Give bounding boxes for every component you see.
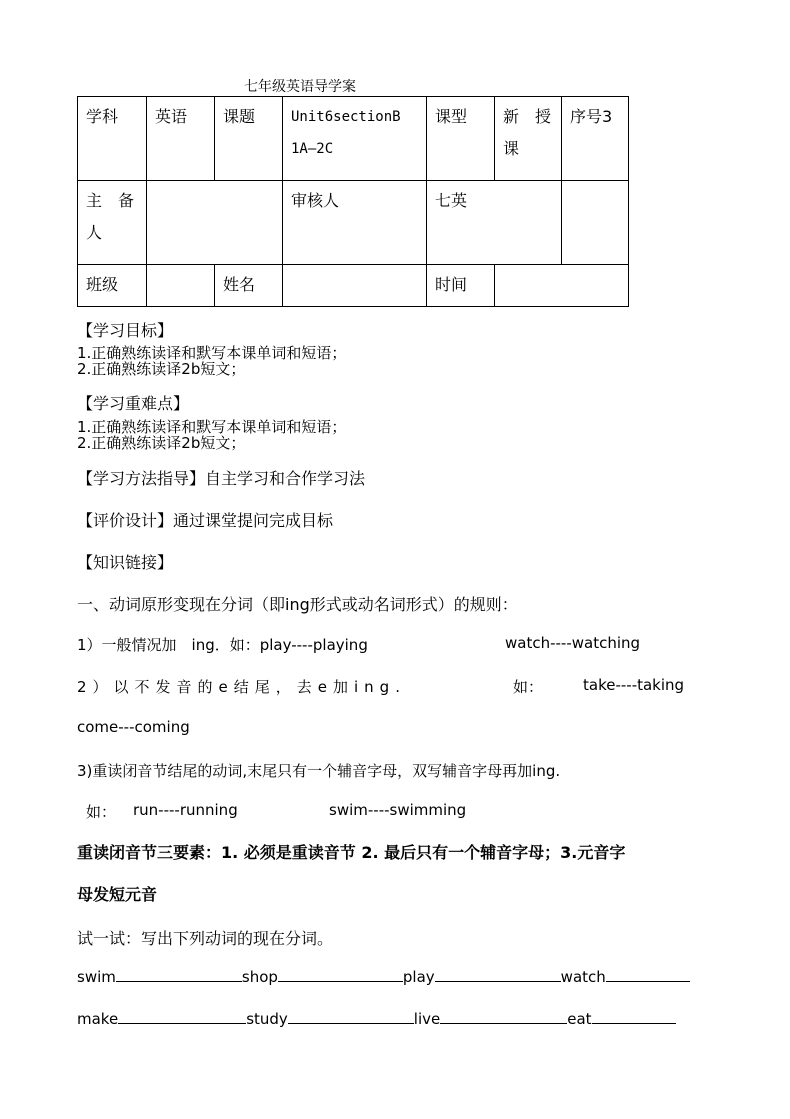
exercise-row-2 bbox=[77, 1009, 676, 1028]
rule2-example1: take----taking bbox=[583, 676, 685, 694]
topic-value-cell: Unit6sectionB 1A—2C bbox=[283, 97, 427, 181]
info-table bbox=[77, 96, 629, 307]
answer-blank[interactable] bbox=[288, 1009, 414, 1024]
rule3-label: 如： bbox=[86, 803, 117, 821]
exercise-word: play bbox=[402, 968, 435, 986]
exercise-word: shop bbox=[241, 968, 278, 986]
answer-blank[interactable] bbox=[116, 967, 242, 982]
type-label-cell: 课型 bbox=[427, 97, 495, 181]
key-points-heading: 【学习重难点】 bbox=[77, 394, 190, 413]
goal-item-1: 1.正确熟练读译和默写本课单词和短语； bbox=[77, 344, 347, 362]
goals-heading: 【学习目标】 bbox=[77, 321, 174, 340]
exercise-word: eat bbox=[567, 1010, 592, 1028]
rule3-example1: run----running bbox=[133, 801, 238, 819]
rule1-example2: watch----watching bbox=[505, 634, 641, 652]
name-label-cell: 姓名 bbox=[215, 265, 283, 307]
rule2-label: 如： bbox=[513, 678, 544, 696]
subject-value-cell: 英语 bbox=[147, 97, 215, 181]
exercise-word: swim bbox=[77, 968, 116, 986]
key-point-item-1: 1.正确熟练读译和默写本课单词和短语； bbox=[77, 418, 347, 436]
class-label-cell: 班级 bbox=[78, 265, 147, 307]
goal-item-2: 2.正确熟练读译2b短文； bbox=[77, 360, 246, 378]
empty-cell bbox=[562, 181, 629, 265]
type-value-cell: 新 授 课 bbox=[495, 97, 562, 181]
answer-blank[interactable] bbox=[435, 967, 561, 982]
rule-intro: 一、动词原形变现在分词（即ing形式或动名词形式）的规则： bbox=[77, 595, 518, 614]
answer-blank[interactable] bbox=[606, 967, 690, 982]
subject-label-cell: 学科 bbox=[78, 97, 147, 181]
topic-label-cell: 课题 bbox=[215, 97, 283, 181]
key-point-item-2: 2.正确熟练读译2b短文； bbox=[77, 434, 246, 452]
time-label-cell: 时间 bbox=[427, 265, 495, 307]
exercise-word: live bbox=[413, 1010, 441, 1028]
rule1-text: 1）一般情况加 ing．如：play----playing bbox=[77, 636, 368, 654]
exercise-prompt: 试一试：写出下列动词的现在分词。 bbox=[77, 929, 334, 948]
time-value-cell bbox=[495, 265, 629, 307]
name-value-cell bbox=[283, 265, 427, 307]
stressed-rule-line2: 母发短元音 bbox=[77, 885, 158, 904]
reviewer-value-cell: 七英 bbox=[427, 181, 562, 265]
preparer-label-cell: 主 备 人 bbox=[78, 181, 147, 265]
exercise-row-1 bbox=[77, 967, 690, 986]
answer-blank[interactable] bbox=[592, 1009, 676, 1024]
answer-blank[interactable] bbox=[118, 1009, 246, 1024]
reviewer-label-cell: 审核人 bbox=[283, 181, 427, 265]
evaluation-line: 【评价设计】通过课堂提问完成目标 bbox=[77, 511, 334, 530]
rule3-example2: swim----swimming bbox=[329, 801, 467, 819]
method-line: 【学习方法指导】自主学习和合作学习法 bbox=[77, 469, 366, 488]
preparer-value-cell bbox=[147, 181, 283, 265]
serial-label-cell: 序号3 bbox=[562, 97, 629, 181]
rule2-example2: come---coming bbox=[77, 718, 190, 736]
answer-blank[interactable] bbox=[278, 967, 403, 982]
class-value-cell bbox=[147, 265, 215, 307]
knowledge-heading: 【知识链接】 bbox=[77, 553, 174, 572]
exercise-word: make bbox=[77, 1010, 119, 1028]
exercise-word: watch bbox=[560, 968, 606, 986]
rule3-text: 3)重读闭音节结尾的动词,末尾只有一个辅音字母，双写辅音字母再加ing. bbox=[77, 762, 561, 780]
exercise-word: study bbox=[246, 1010, 288, 1028]
answer-blank[interactable] bbox=[440, 1009, 567, 1024]
page-title: 七年级英语导学案 bbox=[244, 79, 356, 95]
rule2-text: 2）以不发音的e结尾，去e加ing. bbox=[77, 678, 406, 696]
stressed-rule-line1: 重读闭音节三要素：1. 必须是重读音节 2. 最后只有一个辅音字母；3.元音字 bbox=[77, 843, 626, 862]
